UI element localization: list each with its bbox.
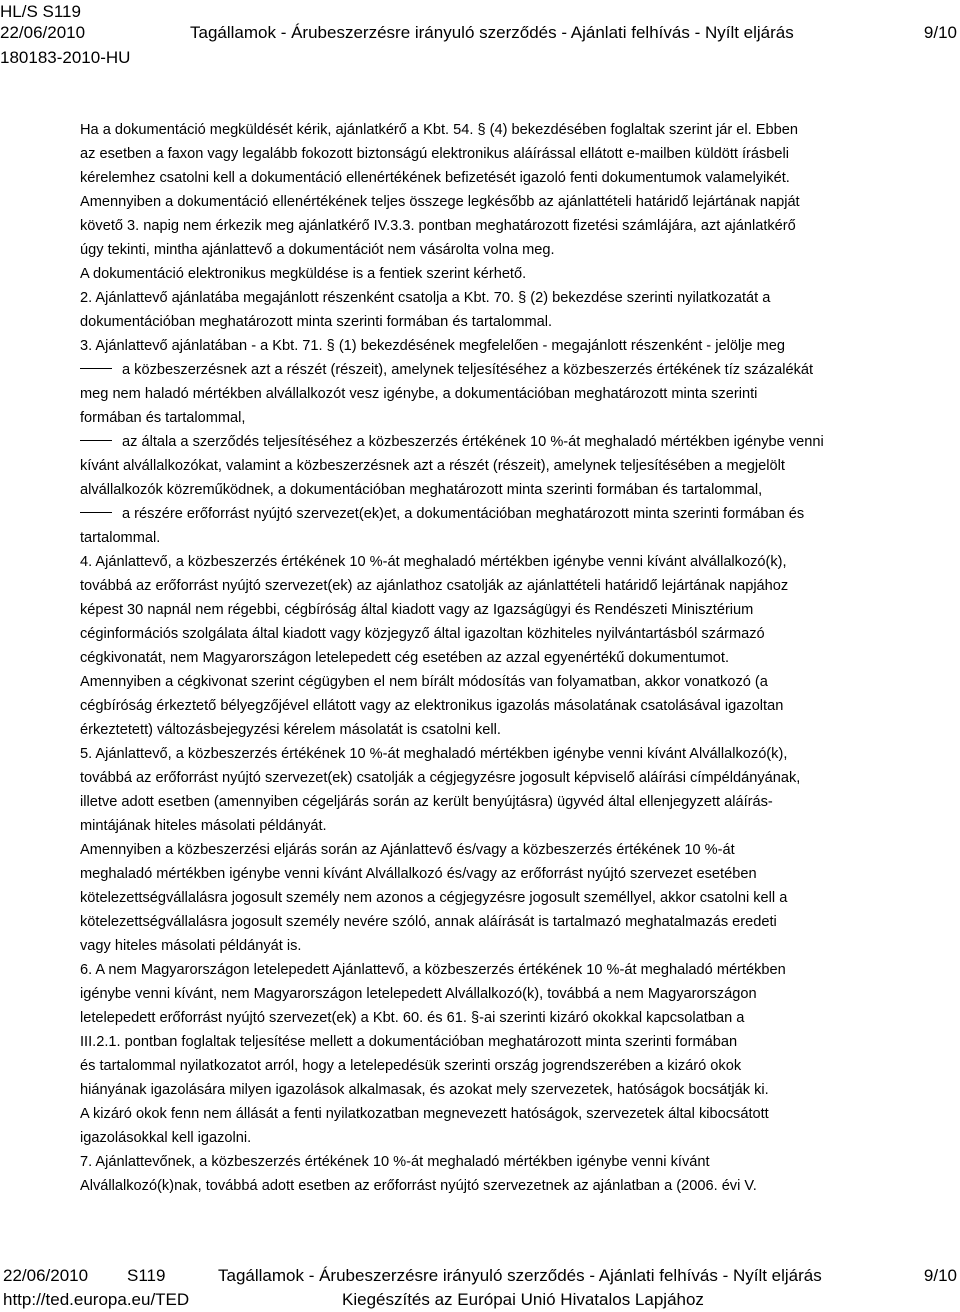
- text-line: [80, 310, 952, 334]
- text-line-content: kötelezettségvállalásra jogosult személy nem azonos a cégjegyzésre jogosult személlyel, akkor csatolni kell a: [80, 890, 788, 906]
- text-line-content: Amennyiben a cégkivonat szerint cégügyben el nem bírált módosítás van folyamatban, akkor vonatkozó (a: [80, 674, 768, 690]
- text-line: [80, 670, 952, 694]
- footer-series: S119: [127, 1266, 166, 1285]
- text-line-content: és tartalommal nyilatkozatot arról, hogy a letelepedésük szerinti ország jogrendszerében a kizáró okok: [80, 1058, 742, 1074]
- text-line: [80, 478, 952, 502]
- text-line-content: dokumentációban meghatározott minta szerinti formában és tartalommal.: [80, 314, 553, 330]
- text-line-content: Amennyiben a közbeszerzési eljárás során az Ajánlattevő és/vagy a közbeszerzés értékének 10 %-át: [80, 842, 735, 858]
- text-line-content: 2. Ajánlattevő ajánlatába megajánlott részenként csatolja a Kbt. 70. § (2) bekezdése szerinti nyilatkozatát a: [80, 290, 771, 306]
- text-line-content: Alvállalkozó(k)nak, továbbá adott esetben az erőforrást nyújtó szervezetnek az ajánlatban a (2006. évi V.: [80, 1178, 757, 1194]
- text-line: [80, 142, 952, 166]
- text-line-content: illetve adott esetben (amennyiben cégeljárás során az került benyújtásra) ügyvéd által ellenjegyzett aláírás-: [80, 794, 773, 810]
- text-line-content: 3. Ajánlattevő ajánlatában - a Kbt. 71. § (1) bekezdésének megfelelően - megajánlott részenként - jelölje meg: [80, 338, 785, 354]
- footer-supplement: Kiegészítés az Európai Unió Hivatalos Lapjához: [342, 1290, 704, 1309]
- text-line-content: Ha a dokumentáció megküldését kérik, ajánlatkérő a Kbt. 54. § (4) bekezdésében foglaltak szerint jár el. Ebben: [80, 122, 798, 138]
- text-line-content: letelepedett erőforrást nyújtó szervezet(ek) a Kbt. 60. és 61. §-ai szerinti kizáró okokkal kapcsolatban a: [80, 1010, 745, 1026]
- text-line: [80, 742, 952, 766]
- text-line-content: a közbeszerzésnek azt a részét (részeit), amelynek teljesítéséhez a közbeszerzés értékének tíz százalékát: [122, 362, 814, 378]
- text-line: [80, 622, 952, 646]
- text-line-content: céginformációs szolgálata által kiadott vagy közjegyző által igazoltan közhiteles nyilvántartásból származó: [80, 626, 765, 642]
- text-line: [80, 118, 952, 142]
- text-line-content: formában és tartalommal,: [80, 410, 246, 426]
- text-line-content: továbbá az erőforrást nyújtó szervezet(ek) az ajánlathoz csatolják az ajánlattételi határidő lejártának napjához: [80, 578, 789, 594]
- text-line-content: A dokumentáció elektronikus megküldése is a fentiek szerint kérhető.: [80, 266, 527, 282]
- text-line: [80, 166, 952, 190]
- header-date: 22/06/2010: [0, 23, 86, 42]
- text-line: [80, 958, 952, 982]
- text-line: [80, 934, 952, 958]
- text-line: [80, 790, 952, 814]
- text-line-content: 5. Ajánlattevő, a közbeszerzés értékének 10 %-át meghaladó mértékben igénybe venni kívánt Alvállalkozó(k),: [80, 746, 788, 762]
- text-line: [80, 358, 952, 382]
- text-line-content: az esetben a faxon vagy legalább fokozott biztonságú elektronikus aláírással ellátott e-mailben küldött írásbeli: [80, 146, 790, 162]
- text-line: [80, 1174, 952, 1198]
- text-line-content: III.2.1. pontban foglaltak teljesítése mellett a dokumentációban meghatározott minta szerinti formában: [80, 1034, 738, 1050]
- text-line-content: igénybe venni kívánt, nem Magyarországon letelepedett Alvállalkozó(k), továbbá a nem Magyarországon: [80, 986, 757, 1002]
- text-line-content: cégbíróság érkeztető bélyegzőjével ellátott vagy az elektronikus igazolás másolatának csatolásával igazoltan: [80, 698, 784, 714]
- text-line-content: 7. Ajánlattevőnek, a közbeszerzés értékének 10 %-át meghaladó mértékben igénybe venni kívánt: [80, 1154, 710, 1170]
- text-line-content: A kizáró okok fenn nem állását a fenti nyilatkozatban megnevezett hatóságok, szervezetek által kibocsátott: [80, 1106, 769, 1122]
- text-line: [80, 598, 952, 622]
- text-line: [80, 1054, 952, 1078]
- text-line-content: az általa a szerződés teljesítéséhez a közbeszerzés értékének 10 %-át meghaladó mértékben igénybe venni: [122, 434, 824, 450]
- text-line-content: érkeztetett) változásbejegyzési kérelem másolatát is csatolni kell.: [80, 722, 501, 738]
- text-line-content: alvállalkozók közreműködnek, a dokumentációban meghatározott minta szerinti formában és tartalommal,: [80, 482, 763, 498]
- document-id: HL/S S119: [0, 2, 81, 21]
- text-line-content: meg nem haladó mértékben alvállalkozót vesz igénybe, a dokumentációban meghatározott minta szerinti: [80, 386, 758, 402]
- text-line: [80, 454, 952, 478]
- text-line-content: a részére erőforrást nyújtó szervezet(ek)et, a dokumentációban meghatározott minta szerinti formában és: [122, 506, 805, 522]
- text-line: [80, 886, 952, 910]
- footer-page-number: 9/10: [923, 1266, 957, 1285]
- text-line: [80, 214, 952, 238]
- text-line: [80, 814, 952, 838]
- text-line: [80, 862, 952, 886]
- em-dash-bullet: [80, 512, 112, 514]
- text-line: [80, 982, 952, 1006]
- text-line-content: kérelemhez csatolni kell a dokumentáció ellenértékének befizetését igazoló fenti dokumentumok valamelyikét.: [80, 170, 790, 186]
- text-line: [80, 526, 952, 550]
- text-line: [80, 910, 952, 934]
- notice-number: 180183-2010-HU: [0, 48, 131, 67]
- text-line: [80, 1006, 952, 1030]
- text-line: [80, 1102, 952, 1126]
- text-line: [80, 1030, 952, 1054]
- text-line: [80, 190, 952, 214]
- header-row-3: [0, 46, 960, 70]
- text-line: [80, 1078, 952, 1102]
- text-line: [80, 262, 952, 286]
- footer-title: Tagállamok - Árubeszerzésre irányuló szerződés - Ajánlati felhívás - Nyílt eljárás: [218, 1266, 822, 1285]
- header-row-2: [0, 21, 960, 45]
- em-dash-bullet: [80, 368, 112, 370]
- page-footer: [0, 1264, 960, 1311]
- text-line-content: kívánt alvállalkozókat, valamint a közbeszerzésnek azt a részét (részeit), amelynek teljesítésében a megjelölt: [80, 458, 785, 474]
- text-line-content: hiányának igazolására milyen igazolások alkalmasak, és azokat mely szervezetek, hatóságok bocsátják ki.: [80, 1082, 769, 1098]
- text-line: [80, 838, 952, 862]
- text-line-content: tartalommal.: [80, 530, 161, 546]
- document-body: [80, 118, 952, 1198]
- text-line-content: 4. Ajánlattevő, a közbeszerzés értékének 10 %-át meghaladó mértékben igénybe venni kívánt alvállalkozó(k),: [80, 554, 787, 570]
- text-line-content: igazolásokkal kell igazolni.: [80, 1130, 252, 1146]
- footer-row-1: [0, 1264, 960, 1288]
- text-line: [80, 382, 952, 406]
- text-line: [80, 1150, 952, 1174]
- text-line: [80, 286, 952, 310]
- em-dash-bullet: [80, 440, 112, 442]
- text-line-content: 6. A nem Magyarországon letelepedett Ajánlattevő, a közbeszerzés értékének 10 %-át meghaladó mértékben: [80, 962, 786, 978]
- text-line: [80, 1126, 952, 1150]
- text-line: [80, 502, 952, 526]
- text-line-content: cégkivonatát, nem Magyarországon letelepedett cég esetében az azzal egyenértékű dokumentumot.: [80, 650, 730, 666]
- text-line-content: továbbá az erőforrást nyújtó szervezet(ek) csatolják a cégjegyzésre jogosult képviselő aláírási címpéldányának,: [80, 770, 801, 786]
- header-title: Tagállamok - Árubeszerzésre irányuló szerződés - Ajánlati felhívás - Nyílt eljárás: [190, 23, 794, 42]
- text-line-content: képest 30 napnál nem régebbi, cégbíróság által kiadott vagy az Igazságügyi és Rendészeti Minisztérium: [80, 602, 754, 618]
- text-line-content: mintájának hiteles másolati példányát.: [80, 818, 327, 834]
- text-line: [80, 646, 952, 670]
- text-line: [80, 574, 952, 598]
- text-line: [80, 238, 952, 262]
- text-line: [80, 334, 952, 358]
- text-line-content: Amennyiben a dokumentáció ellenértékének teljes összege legkésőbb az ajánlattételi határidő lejártának napját: [80, 194, 800, 210]
- text-line: [80, 550, 952, 574]
- text-line: [80, 766, 952, 790]
- footer-url-link[interactable]: http://ted.europa.eu/TED: [3, 1290, 190, 1309]
- text-line-content: úgy tekinti, mintha ajánlattevő a dokumentációt nem vásárolta volna meg.: [80, 242, 555, 258]
- text-line: [80, 694, 952, 718]
- header-page-number: 9/10: [923, 23, 957, 42]
- page-header: [0, 0, 960, 70]
- text-line-content: meghaladó mértékben igénybe venni kívánt Alvállalkozó és/vagy az erőforrást nyújtó szervezet esetében: [80, 866, 757, 882]
- footer-row-2: [0, 1288, 960, 1312]
- text-line: [80, 718, 952, 742]
- text-line-content: követő 3. napig nem érkezik meg ajánlatkérő IV.3.3. pontban meghatározott fizetési számlájára, azt ajánlatkérő: [80, 218, 796, 234]
- text-line: [80, 430, 952, 454]
- footer-date: 22/06/2010: [3, 1266, 89, 1285]
- text-line-content: kötelezettségvállalásra jogosult személy nevére szóló, annak aláírását is tartalmazó meghatalmazás eredeti: [80, 914, 777, 930]
- text-line: [80, 406, 952, 430]
- text-line-content: vagy hiteles másolati példányát is.: [80, 938, 302, 954]
